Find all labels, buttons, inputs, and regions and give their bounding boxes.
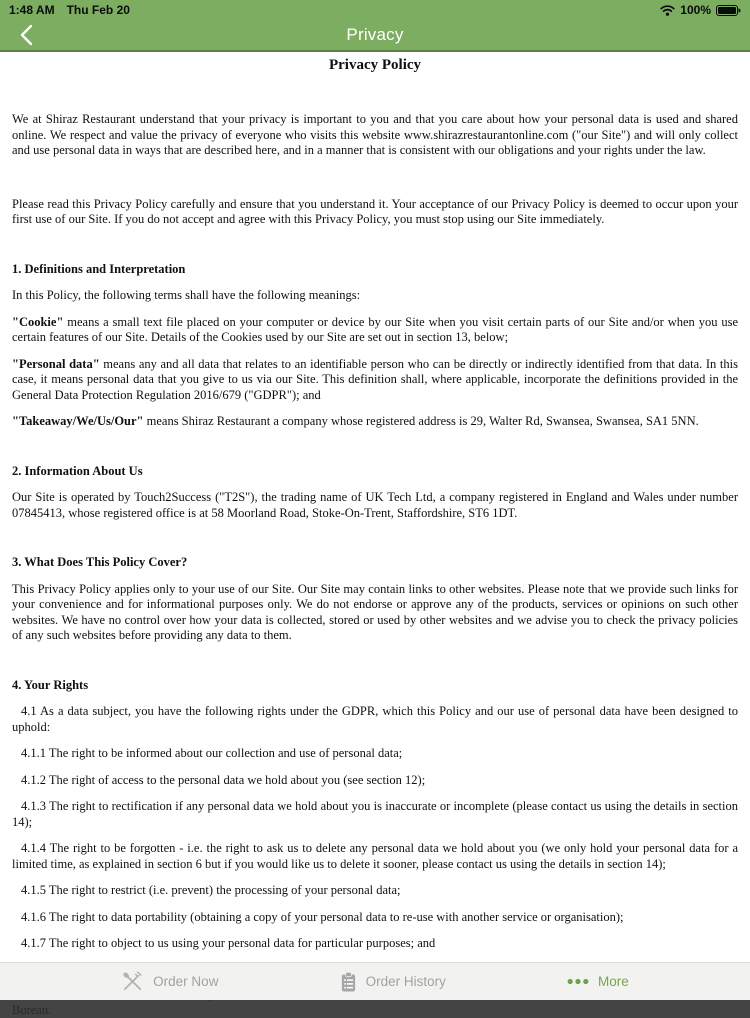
doc-block-intro: Please read this Privacy Policy carefully and ensure that you understand it. Your acceptance of our Privacy Policy is deemed to occur upon your first use of our Site. If you do not accept and agree with this Privacy Policy, you must stop using our Site immediately. — [12, 196, 738, 226]
doc-block-heading: 2. Information About Us — [12, 463, 143, 478]
page-title: Privacy — [346, 25, 404, 44]
doc-block-sub: 4.1.3 The right to rectification if any personal data we hold about you is inaccurate or incomplete (please contact us using the details in section 14); — [12, 799, 738, 829]
status-time: 1:48 AM — [9, 3, 55, 17]
battery-icon — [716, 5, 741, 16]
doc-block-heading: 3. What Does This Policy Cover? — [12, 555, 188, 569]
doc-block-body: Our Site is operated by Touch2Success ("T2S"), the trading name of UK Tech Ltd, a company registered in England and Wales under number 07845413, whose registered office is at 58 Moorland Road, Stoke-On-Trent, Staffordshire, ST6 1DT. — [12, 490, 738, 520]
more-dots-icon — [567, 978, 589, 985]
wifi-icon — [660, 5, 675, 16]
doc-block-heading: 1. Definitions and Interpretation — [12, 261, 186, 276]
document-title: Privacy Policy — [328, 57, 422, 73]
doc-block-heading: 4. Your Rights — [12, 677, 89, 692]
tab-label: Order Now — [153, 974, 219, 989]
doc-block-sub: 4.1.7 The right to object to us using your personal data for particular purposes; and — [21, 936, 436, 950]
doc-block-body: "Takeaway/We/Us/Our" means Shiraz Restaurant a company whose registered address is 29, Walter Rd, Swansea, Swansea, SA1 5NN. — [12, 414, 699, 428]
doc-block-body: "Personal data" means any and all data that relates to an identifiable person who can be directly or indirectly identified from that data. In this case, it means personal data that you give to us via our Site. This definition shall, where applicable, incorporate the definitions provided in the General Data Protection Regulation 2016/679 ("GDPR"); and — [12, 356, 738, 402]
tab-more[interactable] — [567, 974, 629, 989]
tab-order-now[interactable] — [121, 970, 218, 993]
status-date: Thu Feb 20 — [66, 3, 130, 17]
back-button[interactable] — [13, 24, 39, 48]
doc-block-sub: 4.1.2 The right of access to the personal data we hold about you (see section 12); — [21, 772, 426, 787]
doc-block-sub: 4.1.5 The right to restrict (i.e. prevent) the processing of your personal data; — [21, 883, 401, 897]
doc-block-sub: 4.1.6 The right to data portability (obtaining a copy of your personal data to re-use with another service or organisation); — [21, 909, 624, 924]
chevron-left-icon — [20, 24, 33, 49]
doc-block-intro: We at Shiraz Restaurant understand that your privacy is important to you and that you care about how your personal data is used and shared online. We respect and value the privacy of everyone who visits this website www.shirazrestaurantonline.com ("our Site") and will only collect and use personal data in ways that are described here, and in a manner that is consistent with our obligations and your rights under the law. — [12, 112, 738, 157]
doc-block-partial: Bureau. — [12, 1002, 52, 1017]
document-body — [12, 112, 738, 1018]
utensils-icon — [121, 970, 144, 993]
nav-bar — [0, 20, 750, 52]
doc-block-sub: 4.1.4 The right to be forgotten - i.e. the right to ask us to delete any personal data we hold about you (we only hold your personal data for a limited time, as explained in section 6 but if you would like us to delete it sooner, please contact us using the details in section 14); — [12, 841, 738, 871]
tab-bar — [0, 962, 750, 1000]
tab-label: More — [598, 974, 629, 989]
tab-label: Order History — [365, 974, 446, 989]
battery-percent: 100% — [680, 3, 711, 17]
status-bar — [0, 0, 750, 20]
tab-order-history[interactable] — [340, 971, 446, 993]
doc-block-body: This Privacy Policy applies only to your use of our Site. Our Site may contain links to other websites. Please note that we provide such links for your convenience and for informational purposes only. We do not endorse or approve any of the products, services or opinions on such other websites. We have no control over how your data is collected, stored or used by other websites and we advise you to check the privacy policies of any such websites before providing any data to them. — [12, 581, 738, 642]
doc-block-body: "Cookie" means a small text file placed on your computer or device by our Site when you visit certain parts of our Site and/or when you use certain features of our Site. Details of the Cookies used by our Site are set out in section 13, below; — [12, 314, 738, 344]
doc-block-sub: 4.1.1 The right to be informed about our collection and use of personal data; — [21, 746, 403, 760]
doc-block-body: In this Policy, the following terms shall have the following meanings: — [12, 288, 361, 302]
doc-block-sub: 4.1 As a data subject, you have the following rights under the GDPR, which this Policy and our use of personal data have been designed to uphold: — [12, 704, 738, 734]
order-history-icon — [340, 971, 357, 993]
